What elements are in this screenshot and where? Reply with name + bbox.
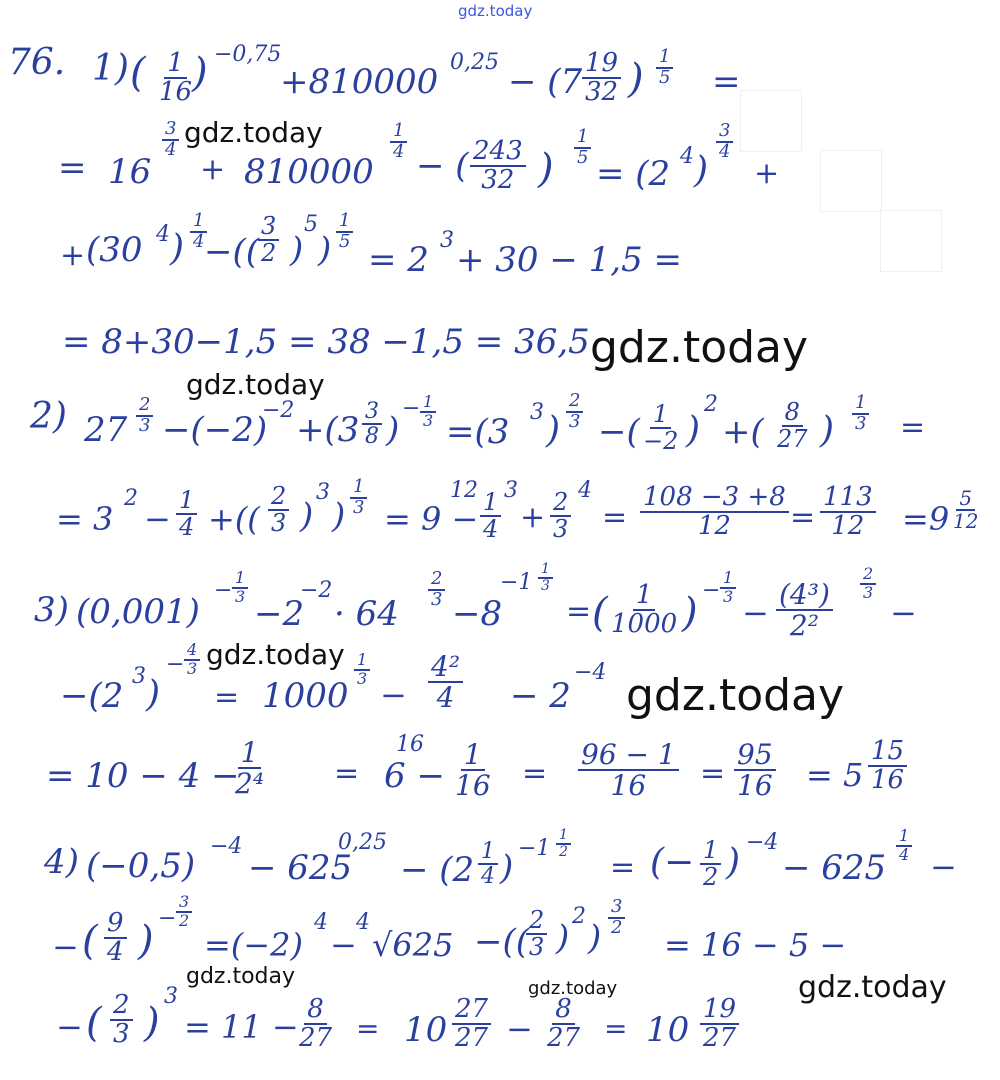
term: − bbox=[144, 500, 171, 538]
term: − ( bbox=[416, 146, 469, 186]
faint-grid-cell bbox=[880, 210, 942, 272]
equals: = bbox=[214, 680, 240, 715]
term: − 625 bbox=[248, 848, 353, 888]
term: +(3 bbox=[296, 410, 360, 450]
fraction-3-2: $\frac{3}{2}$ bbox=[258, 214, 279, 266]
fraction-3-8: $\frac{3}{8}$ bbox=[362, 400, 382, 448]
term: − 625 bbox=[782, 848, 887, 888]
fraction-5-12: $\frac{5}{12}$ bbox=[953, 486, 979, 533]
term: −(2 bbox=[60, 676, 124, 716]
term: =9 bbox=[902, 500, 950, 538]
equals: = bbox=[604, 1012, 628, 1045]
exponent-fraction: $\frac{1}{5}$ bbox=[574, 128, 591, 168]
term: + bbox=[60, 238, 86, 273]
term: 10 bbox=[404, 1010, 448, 1050]
term: −8 bbox=[452, 594, 503, 634]
paren: ) bbox=[300, 496, 314, 536]
term: −(( bbox=[204, 232, 260, 272]
exponent: −1 bbox=[500, 570, 533, 595]
exponent: −0,75 bbox=[214, 42, 282, 67]
paren: ) bbox=[332, 496, 346, 536]
watermark: gdz.today bbox=[184, 116, 323, 149]
term: −2 bbox=[254, 594, 305, 634]
exponent: − bbox=[158, 906, 177, 931]
watermark: gdz.today bbox=[590, 322, 809, 373]
term: (−0,5) bbox=[86, 846, 196, 886]
fraction-9-4: $\frac{9}{4}$ bbox=[104, 910, 127, 967]
paren: ( bbox=[592, 590, 608, 636]
fraction-19-32: $\frac{19}{32}$ bbox=[582, 50, 621, 107]
exponent: 4 bbox=[156, 222, 170, 247]
equals: = bbox=[900, 410, 926, 445]
term: − (2 bbox=[400, 850, 475, 890]
equals: = bbox=[602, 500, 628, 535]
paren: ) bbox=[588, 918, 602, 958]
exponent-fraction: $\frac{1}{5}$ bbox=[336, 212, 353, 252]
exponent: 3 bbox=[440, 228, 454, 253]
term: = (2 bbox=[596, 154, 671, 194]
part-4-label: 4) bbox=[44, 842, 79, 882]
exponent: 3 bbox=[530, 400, 544, 425]
paren: ( bbox=[86, 1000, 102, 1046]
term: (30 bbox=[86, 230, 143, 270]
term: + bbox=[200, 152, 226, 187]
exponent-fraction: $\frac{1}{3}$ bbox=[350, 478, 367, 518]
equals: = bbox=[522, 756, 548, 791]
paren: ) bbox=[144, 1000, 160, 1046]
fraction-8-27: $\frac{8}{27}$ bbox=[299, 994, 333, 1054]
exponent-fraction: $\frac{1}{5}$ bbox=[656, 48, 673, 88]
paren: ) bbox=[682, 590, 698, 636]
watermark-top: gdz.today bbox=[458, 2, 533, 20]
paren: ) bbox=[500, 848, 514, 888]
paren: ( bbox=[82, 918, 98, 964]
fraction-1-1000: $\frac{1}{1000}$ bbox=[611, 580, 678, 640]
exponent: −4 bbox=[746, 830, 779, 855]
exponent-fraction: $\frac{3}{4}$ bbox=[716, 122, 733, 162]
term: − bbox=[330, 926, 357, 964]
fraction-1-over-2-4: $\frac{1}{\text{2⁴}}$ bbox=[235, 736, 265, 801]
term: 1000 bbox=[262, 676, 349, 716]
factor: 16 bbox=[396, 732, 424, 757]
watermark: gdz.today bbox=[528, 978, 618, 999]
term: = 3 bbox=[56, 500, 114, 538]
exponent: 5 bbox=[304, 212, 318, 237]
exponent-fraction: $\frac{3}{2}$ bbox=[608, 898, 625, 938]
watermark: gdz.today bbox=[798, 970, 947, 1005]
term: + 30 − 1,5 = bbox=[456, 240, 683, 280]
term: − bbox=[56, 1008, 83, 1046]
exponent: −4 bbox=[210, 834, 243, 859]
exponent-fraction: $\frac{1}{3}$ bbox=[232, 570, 248, 606]
exponent: − bbox=[702, 578, 721, 603]
fraction-2-3: $\frac{2}{3}$ bbox=[526, 908, 547, 960]
exponent-fraction: $\frac{1}{2}$ bbox=[556, 828, 571, 859]
watermark: gdz.today bbox=[206, 638, 345, 671]
exponent-fraction: $\frac{2}{3}$ bbox=[428, 570, 445, 610]
watermark: gdz.today bbox=[186, 368, 325, 401]
root-index: 4 bbox=[356, 910, 370, 935]
term: · 64 bbox=[334, 594, 399, 634]
exponent: − bbox=[166, 652, 185, 677]
exponent-fraction: $\frac{1}{3}$ bbox=[354, 652, 370, 688]
exponent-fraction: $\frac{1}{3}$ bbox=[538, 562, 553, 593]
term: +(( bbox=[208, 500, 260, 538]
fraction-243-32: $\frac{243}{32}$ bbox=[470, 138, 526, 195]
fraction-2-3: $\frac{2}{3}$ bbox=[268, 484, 289, 536]
fraction-2-3: $\frac{2}{3}$ bbox=[550, 490, 571, 542]
exponent: −1 bbox=[518, 836, 551, 861]
term: 16 bbox=[108, 152, 152, 192]
paren: ) bbox=[138, 918, 154, 964]
equals: = bbox=[566, 594, 592, 629]
exponent: −2 bbox=[300, 578, 333, 603]
fraction-1-neg2: $\frac{1}{-2}$ bbox=[643, 400, 679, 456]
paren: ( bbox=[130, 50, 146, 96]
term: − bbox=[506, 1010, 533, 1048]
exponent-fraction: $\frac{3}{2}$ bbox=[176, 894, 192, 930]
exponent-fraction: $\frac{4}{3}$ bbox=[184, 642, 200, 678]
paren: ) bbox=[386, 410, 400, 450]
exponent-fraction: $\frac{2}{3}$ bbox=[136, 396, 153, 436]
term: − bbox=[52, 928, 79, 966]
factor: 12 bbox=[450, 478, 478, 503]
fraction-1-16: $\frac{1}{16}$ bbox=[159, 48, 193, 108]
fraction-4sq-over-4: $\frac{\text{4²}}{4}$ bbox=[428, 652, 463, 713]
equals: = bbox=[356, 1012, 380, 1045]
equals: = bbox=[790, 500, 816, 535]
equals: = bbox=[610, 850, 636, 885]
equals: = bbox=[712, 62, 741, 102]
paren: ) bbox=[556, 918, 570, 958]
term: −(( bbox=[474, 922, 530, 962]
term: +( bbox=[722, 412, 764, 452]
fraction-4cubed-over-2sq: $\frac{\text{(4³)}}{\text{2²}}$ bbox=[776, 580, 833, 641]
part-3-label: 3) bbox=[34, 590, 69, 630]
fraction-95-16: $\frac{95}{16}$ bbox=[734, 740, 776, 801]
paren: ) bbox=[686, 410, 701, 451]
exponent: 4 bbox=[680, 144, 694, 169]
term: + bbox=[520, 500, 546, 535]
exponent: − bbox=[402, 396, 421, 421]
term: = 11 − bbox=[184, 1008, 299, 1046]
fraction-19-27: $\frac{19}{27}$ bbox=[700, 996, 739, 1053]
part-1-label: 1) bbox=[92, 48, 129, 89]
paren: ) bbox=[694, 150, 709, 191]
fraction-1-2: $\frac{1}{2}$ bbox=[700, 838, 721, 890]
exponent: 2 bbox=[704, 392, 718, 417]
fraction-2-3: $\frac{2}{3}$ bbox=[110, 992, 133, 1049]
fraction-108-3-8-over-12: $\frac{108 -3 +8}{12}$ bbox=[640, 484, 789, 541]
exponent: − bbox=[214, 578, 233, 603]
paren: ) bbox=[170, 228, 185, 269]
watermark: gdz.today bbox=[626, 670, 845, 721]
exponent: 2 bbox=[572, 904, 586, 929]
exponent-fraction: $\frac{1}{3}$ bbox=[720, 570, 736, 606]
term: − bbox=[380, 676, 407, 714]
paren: ) bbox=[726, 842, 741, 883]
term: = 2 bbox=[368, 240, 429, 280]
exponent: 3 bbox=[164, 984, 178, 1009]
paren: ) bbox=[628, 56, 644, 102]
term: √625 bbox=[372, 926, 454, 964]
exponent: 4 bbox=[314, 910, 328, 935]
factor: 3 bbox=[504, 478, 518, 503]
paren: ) bbox=[538, 146, 554, 192]
term: 810000 bbox=[244, 152, 374, 192]
exponent-fraction: $\frac{1}{4}$ bbox=[896, 828, 912, 864]
fraction-96-1-over-16: $\frac{96 - 1}{16}$ bbox=[578, 740, 679, 801]
problem-number: 76. bbox=[8, 42, 66, 83]
term: − (7 bbox=[508, 62, 583, 102]
term: = 5 bbox=[806, 756, 864, 794]
exponent-fraction: $\frac{1}{3}$ bbox=[852, 394, 869, 434]
exponent: −4 bbox=[574, 660, 607, 685]
exponent: 2 bbox=[124, 486, 138, 511]
fraction-113-12: $\frac{113}{12}$ bbox=[820, 484, 876, 541]
factor: 4 bbox=[578, 478, 592, 503]
paren: ) bbox=[290, 230, 304, 270]
equals: = bbox=[700, 756, 726, 791]
term: = bbox=[58, 148, 87, 188]
part-1-result-line: = 8+30−1,5 = 38 −1,5 = 36,5 bbox=[62, 322, 590, 362]
part-2-label: 2) bbox=[30, 396, 67, 437]
term: + bbox=[754, 156, 780, 191]
paren: ) bbox=[146, 674, 161, 715]
faint-grid-cell bbox=[740, 90, 802, 152]
term: − bbox=[930, 848, 957, 886]
term: +810000 bbox=[280, 62, 439, 102]
term: (0,001) bbox=[76, 592, 200, 632]
exponent: 0,25 bbox=[338, 830, 387, 855]
exponent-fraction: $\frac{1}{3}$ bbox=[420, 394, 436, 430]
term: −( bbox=[598, 412, 640, 452]
fraction-15-16: $\frac{15}{16}$ bbox=[868, 738, 907, 795]
fraction-1-4: $\frac{1}{4}$ bbox=[480, 490, 501, 542]
exponent: 3 bbox=[132, 664, 146, 689]
fraction-1-4: $\frac{1}{4}$ bbox=[478, 840, 498, 888]
paren: ) bbox=[192, 50, 208, 96]
equals: = bbox=[334, 756, 360, 791]
term: 6 − bbox=[384, 756, 445, 796]
fraction-8-27: $\frac{8}{27}$ bbox=[777, 398, 808, 454]
exponent: 0,25 bbox=[450, 50, 499, 75]
term: 10 bbox=[646, 1010, 690, 1050]
exponent: 3 bbox=[316, 480, 330, 505]
term: − bbox=[742, 594, 769, 632]
exponent-fraction: $\frac{1}{4}$ bbox=[390, 122, 407, 162]
exponent: −2 bbox=[262, 398, 295, 423]
exponent-fraction: $\frac{2}{3}$ bbox=[566, 392, 583, 432]
term: − bbox=[890, 594, 917, 632]
paren: ) bbox=[820, 410, 835, 451]
paren: ) bbox=[318, 230, 332, 270]
faint-grid-cell bbox=[820, 150, 882, 212]
exponent-fraction: $\frac{2}{3}$ bbox=[860, 566, 876, 602]
exponent-fraction: $\frac{3}{4}$ bbox=[162, 120, 179, 160]
term: =(−2) bbox=[204, 926, 303, 964]
term: (− bbox=[650, 842, 695, 883]
term: 27 bbox=[84, 410, 128, 450]
term: = 9 − bbox=[384, 500, 479, 538]
fraction-8-27: $\frac{8}{27}$ bbox=[547, 994, 581, 1054]
paren: ) bbox=[546, 410, 561, 451]
term: − 2 bbox=[510, 676, 571, 716]
term: −(−2) bbox=[162, 410, 268, 450]
fraction-27-27: $\frac{27}{27}$ bbox=[452, 996, 491, 1053]
term: = 16 − 5 − bbox=[664, 926, 847, 964]
term: =(3 bbox=[446, 412, 510, 452]
watermark: gdz.today bbox=[186, 964, 296, 989]
exponent-fraction: $\frac{1}{4}$ bbox=[190, 212, 207, 252]
fraction-1-16: $\frac{1}{16}$ bbox=[455, 738, 491, 803]
fraction-1-4: $\frac{1}{4}$ bbox=[176, 488, 197, 540]
term: = 10 − 4 − bbox=[46, 756, 240, 796]
